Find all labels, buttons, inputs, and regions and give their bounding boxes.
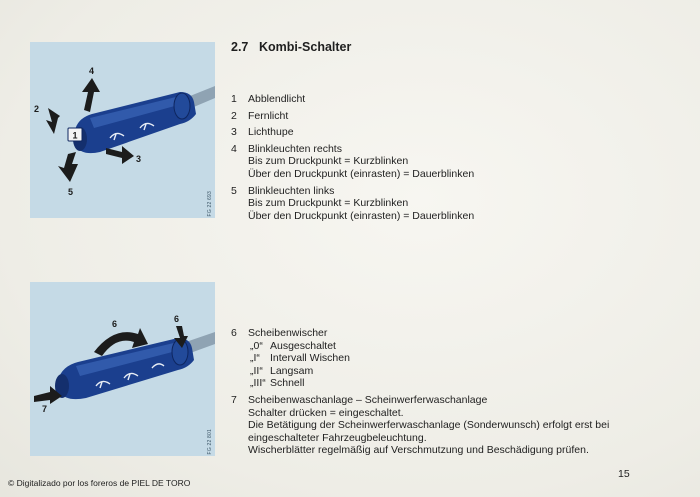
callout-6-rotate: 6 [112,319,118,329]
mode-label: Ausgeschaltet [270,339,336,352]
item-line: Abblendlicht [248,93,306,105]
wiper-mode [248,365,350,378]
list-item [231,185,474,223]
wiper-mode [248,377,350,390]
mode-label: Schnell [270,377,305,390]
callout-6-tip: 6 [174,314,180,324]
item-line: Über den Druckpunkt (einrasten) = Dauerblinken [248,209,475,222]
section-heading [231,40,351,54]
item-line: Bis zum Druckpunkt = Kurzblinken [248,155,409,168]
mode-code: „III“ [250,377,266,390]
wiper-function-list [231,327,609,461]
wiper-mode [248,352,350,365]
item-line: Fernlicht [248,109,289,122]
item-number: 7 [231,393,237,406]
section-number: 2.7 [231,40,249,54]
arrow-3 [106,146,134,164]
item-number: 6 [231,327,237,339]
figure-code: FG 22 801 [207,428,213,454]
list-item [231,93,474,106]
item-number: 2 [231,109,237,122]
item-number: 4 [231,142,237,155]
callout-3: 3 [136,154,142,164]
item-line: Über den Druckpunkt (einrasten) = Dauerblinken [248,167,475,180]
section-title: Kombi-Schalter [259,40,352,54]
callout-7: 7 [42,404,48,414]
item-line: Wischerblätter regelmäßig auf Verschmutzung und Beschädigung prüfen. [248,444,589,457]
stalk-ring [174,93,190,119]
mode-label: Intervall Wischen [270,352,350,365]
figure-light-stalk [30,42,215,218]
callout-2: 2 [34,104,40,114]
arrow-5 [58,152,78,182]
arrow-2 [46,108,60,134]
item-line: eingeschalteter Fahrzeugbeleuchtung. [248,431,427,444]
list-item [231,327,609,390]
item-line: Die Betätigung der Scheinwerferwaschanlage (Sonderwunsch) erfolgt erst bei [248,419,610,432]
callout-1: 1 [72,130,78,141]
callout-5: 5 [68,187,74,197]
list-item [231,110,474,123]
callout-4: 4 [89,66,95,76]
page-number: 15 [618,468,630,480]
item-number: 5 [231,184,237,197]
item-number: 3 [231,126,237,139]
stalk-function-list [231,93,474,226]
item-line: Schalter drücken = eingeschaltet. [248,406,404,419]
wiper-mode [248,340,350,353]
figure-wiper-stalk [30,282,215,456]
item-line: Blinkleuchten links [248,184,335,197]
item-line: Blinkleuchten rechts [248,142,342,155]
mode-code: „II“ [250,364,263,377]
item-line: Scheibenwaschanlage – Scheinwerferwaschanlage [248,393,488,406]
wiper-stalk-illustration [30,282,215,456]
figure-code: FG 22 693 [207,190,213,216]
mode-label: Langsam [270,364,314,377]
item-line: Scheibenwischer [248,327,328,339]
item-number: 1 [231,93,237,105]
list-item [231,394,609,457]
item-line: Bis zum Druckpunkt = Kurzblinken [248,197,409,210]
scan-credit: © Digitalizado por los foreros de PIEL DE TORO [8,478,191,488]
list-item [231,126,474,139]
arrow-4 [82,78,100,112]
list-item [231,143,474,181]
mode-code: „0“ [250,339,263,352]
light-stalk-illustration [30,42,215,218]
item-line: Lichthupe [248,126,294,139]
mode-code: „I“ [250,352,260,365]
